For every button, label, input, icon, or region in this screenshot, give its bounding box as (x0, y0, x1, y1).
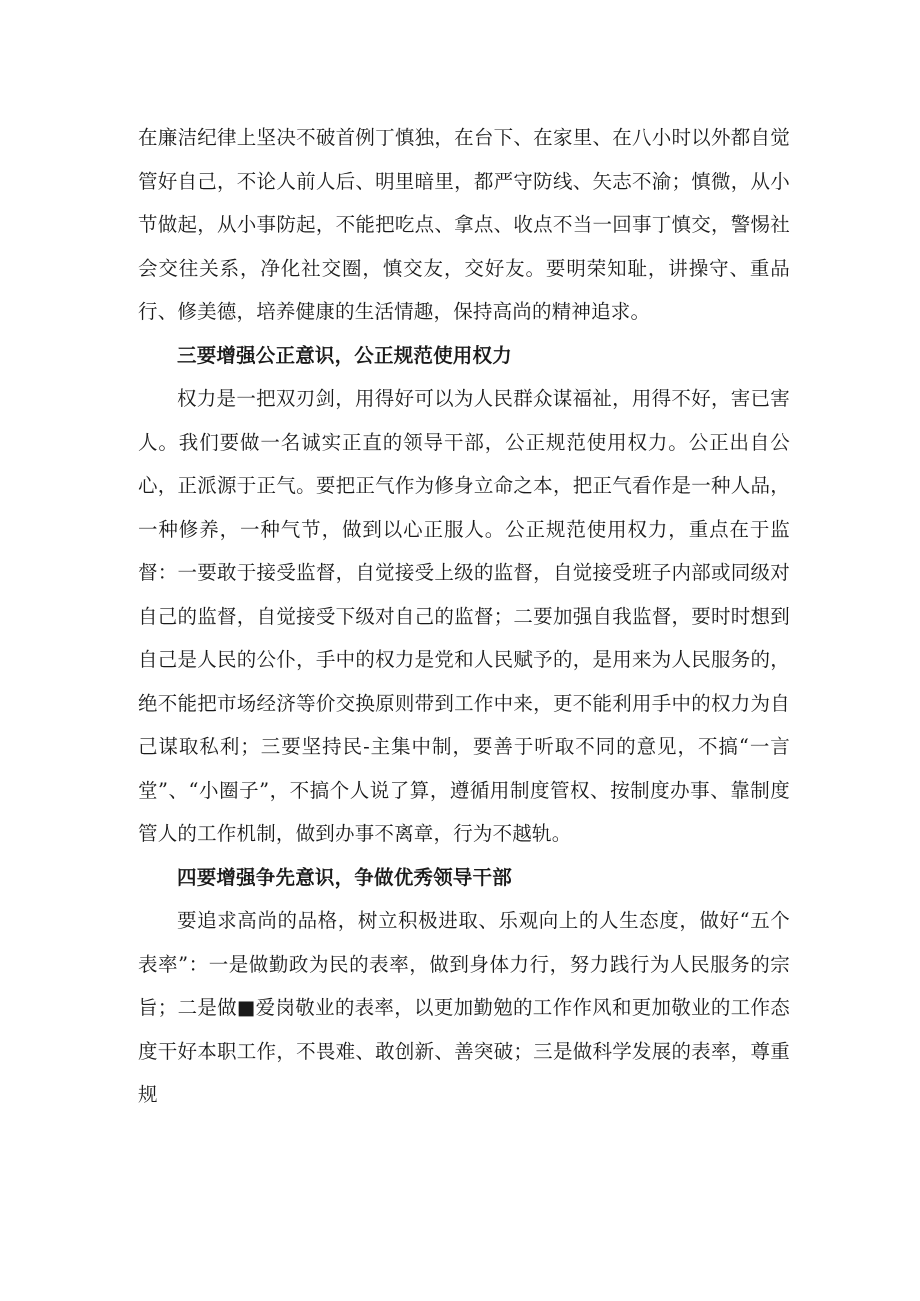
paragraph-power-supervision: 权力是一把双刃剑，用得好可以为人民群众谋福祉，用得不好，害已害人。我们要做一名诚实正直的领导干部，公正规范使用权力。公正出自公心，正派源于正气。要把正气作为修身立命之本，把正气看作是一种人品，一种修养，一种气节，做到以心正服人。公正规范使用权力，重点在于监督：一要敢于接受监督，自觉接受上级的监督，自觉接受班子内部或同级对自己的监督，自觉接受下级对自己的监督；二要加强自我监督，要时时想到自己是人民的公仆，手中的权力是党和人民赋予的，是用来为人民服务的，绝不能把市场经济等价交换原则带到工作中来，更不能利用手中的权力为自己谋取私利；三要坚持民-主集中制，要善于听取不同的意见，不搞“一言堂”、“小圈子”，不搞个人说了算，遵循用制度管权、按制度办事、靠制度管人的工作机制，做到办事不离章，行为不越轨。 (138, 387, 790, 845)
paragraph-integrity-discipline: 在廉洁纪律上坚决不破首例丁慎独，在台下、在家里、在八小时以外都自觉管好自己，不论人前人后、明里暗里，都严守防线、矢志不渝；慎微，从小节做起，从小事防起，不能把吃点、拿点、收点不当一回事丁慎交，警惕社会交往关系，净化社交圈，慎交友，交好友。要明荣知耻，讲操守、重品行、修美德，培养健康的生活情趣，保持高尚的精神追求。 (138, 126, 790, 323)
section-heading-excellence: 四要增强争先意识，争做优秀领导干部 (177, 865, 512, 889)
section-heading-fairness: 三要增强公正意识，公正规范使用权力 (177, 343, 512, 367)
document-body (138, 116, 790, 1117)
paragraph-five-exemplars: 要追求高尚的品格，树立积极进取、乐观向上的人生态度，做好“五个表率”：一是做勤政为民的表率，做到身体力行，努力践行为人民服务的宗旨；二是做■爱岗敬业的表率，以更加勤勉的工作作风和更加敬业的工作态度干好本职工作，不畏难、敢创新、善突破；三是做科学发展的表率，尊重规 (138, 909, 790, 1106)
